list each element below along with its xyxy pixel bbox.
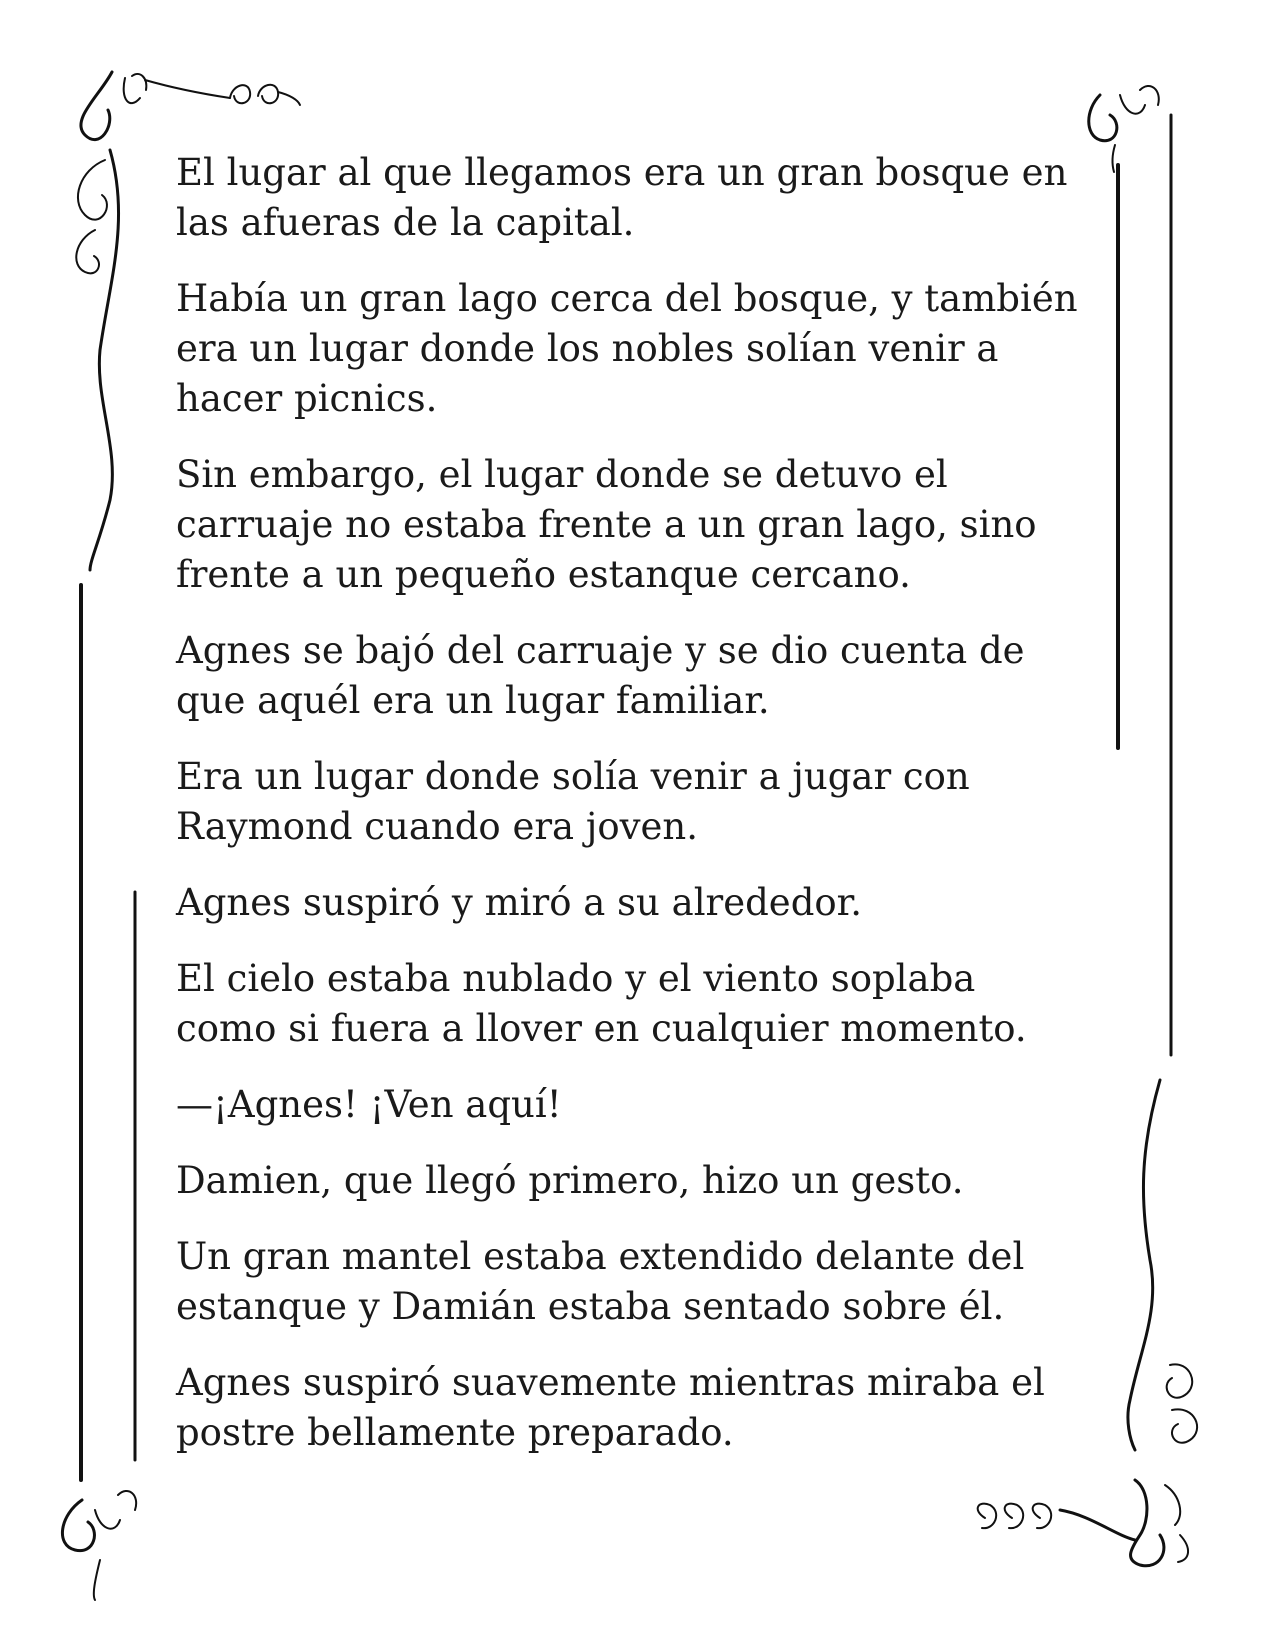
story-text [176, 148, 1106, 1484]
paragraph-10: Un gran mantel estaba extendido delante del estanque y Damián estaba sentado sobre él. [176, 1235, 1025, 1328]
paragraph-4: Agnes se bajó del carruaje y se dio cuenta de que aquél era un lugar familiar. [176, 629, 1025, 722]
paragraph-11: Agnes suspiró suavemente mientras miraba el postre bellamente preparado. [176, 1361, 1045, 1454]
bottom-left-flourish [62, 1491, 136, 1600]
paragraph-3: Sin embargo, el lugar donde se detuvo el carruaje no estaba frente a un gran lago, sino frente a un pequeño estanque cercano. [176, 453, 1037, 596]
paragraph-5: Era un lugar donde solía venir a jugar con Raymond cuando era joven. [176, 755, 970, 848]
paragraph-9: Damien, que llegó primero, hizo un gesto. [176, 1159, 964, 1202]
top-left-flourish [81, 72, 300, 140]
paragraph-1: El lugar al que llegamos era un gran bosque en las afueras de la capital. [176, 151, 1068, 244]
paragraph-2: Había un gran lago cerca del bosque, y también era un lugar donde los nobles solían venir a hacer picnics. [176, 277, 1078, 420]
left-vine [76, 150, 118, 570]
paragraph-8: —¡Agnes! ¡Ven aquí! [176, 1083, 562, 1126]
paragraph-7: El cielo estaba nublado y el viento soplaba como si fuera a llover en cualquier momento. [176, 957, 1027, 1050]
paragraph-6: Agnes suspiró y miró a su alrededor. [176, 881, 863, 924]
bottom-right-flourish [978, 1480, 1188, 1566]
right-vine [1128, 1080, 1197, 1450]
